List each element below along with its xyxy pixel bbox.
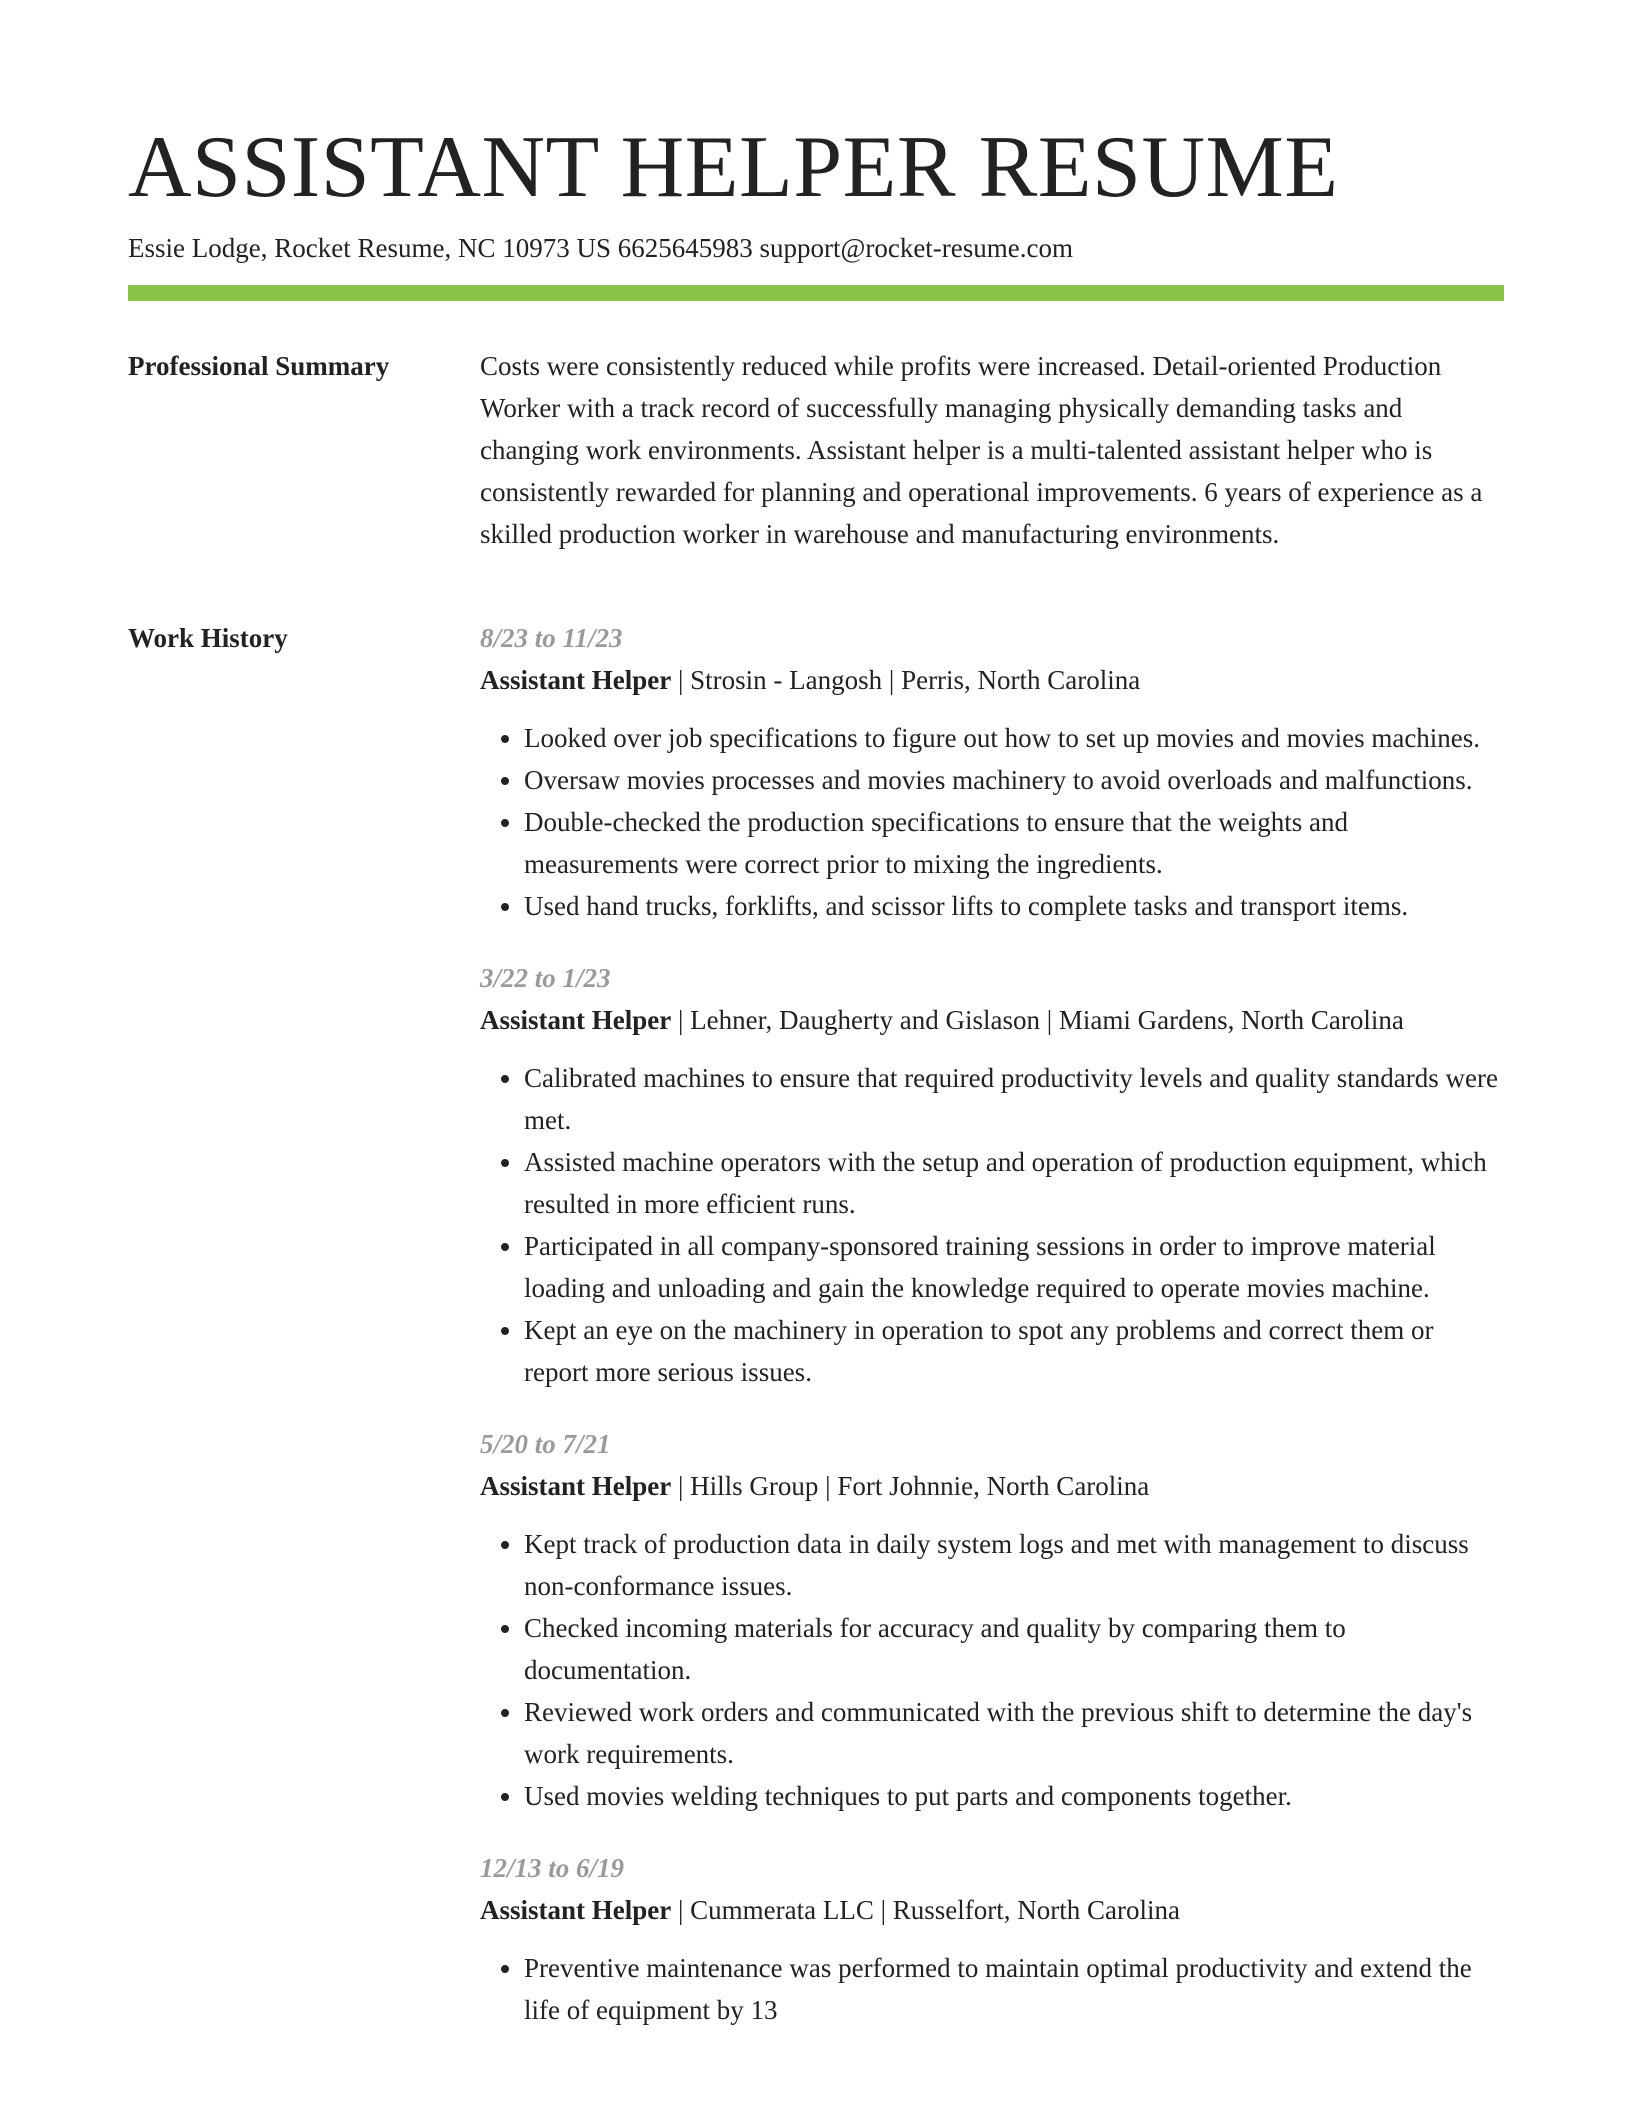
job-company: Cummerata LLC bbox=[690, 1895, 874, 1925]
job-heading-line bbox=[480, 1889, 1504, 1931]
job-title: Assistant Helper bbox=[480, 1471, 672, 1501]
job-title: Assistant Helper bbox=[480, 1005, 672, 1035]
summary-text: Costs were consistently reduced while profits were increased. Detail-oriented Production Worker with a track record of successfully managing physically demanding tasks and changing work environments. Assistant helper is a multi-talented assistant helper who is consistently rewarded for planning and operational improvements. 6 years of experience as a skilled production worker in warehouse and manufacturing environments. bbox=[480, 351, 1483, 549]
separator: | bbox=[678, 665, 684, 695]
work-history-heading: Work History bbox=[128, 623, 288, 653]
job-duty-item: • Looked over job specifications to figure out how to set up movies and movies machines. bbox=[524, 717, 1504, 759]
job-company: Lehner, Daugherty and Gislason bbox=[690, 1005, 1040, 1035]
job-location: Fort Johnnie, North Carolina bbox=[837, 1471, 1150, 1501]
job-entry bbox=[480, 1423, 1504, 1817]
job-duty-item: • Assisted machine operators with the setup and operation of production equipment, which resulted in more efficient runs. bbox=[524, 1141, 1504, 1225]
contact-location: NC 10973 US bbox=[457, 233, 611, 263]
job-duty-item: • Kept an eye on the machinery in operation to spot any problems and correct them or report more serious issues. bbox=[524, 1309, 1504, 1393]
work-history-body bbox=[480, 617, 1504, 2061]
job-duty-item: • Participated in all company-sponsored training sessions in order to improve material loading and unloading and gain the knowledge required to operate movies machine. bbox=[524, 1225, 1504, 1309]
separator: | bbox=[678, 1005, 684, 1035]
job-entry bbox=[480, 1847, 1504, 2031]
separator: | bbox=[1046, 1005, 1053, 1035]
job-duty-item: • Calibrated machines to ensure that required productivity levels and quality standards were met. bbox=[524, 1057, 1504, 1141]
job-title: Assistant Helper bbox=[480, 665, 672, 695]
job-heading-line bbox=[480, 659, 1504, 701]
job-heading-line bbox=[480, 999, 1504, 1041]
job-heading-line bbox=[480, 1465, 1504, 1507]
job-duty-item: • Oversaw movies processes and movies machinery to avoid overloads and malfunctions. bbox=[524, 759, 1504, 801]
job-duty-item: • Reviewed work orders and communicated with the previous shift to determine the day's work requirements. bbox=[524, 1691, 1504, 1775]
contact-phone[interactable]: 6625645983 bbox=[617, 233, 753, 263]
summary-body bbox=[480, 345, 1504, 555]
separator: | bbox=[880, 1895, 887, 1925]
job-dates: 12/13 to 6/19 bbox=[480, 1853, 625, 1883]
job-duties-list bbox=[480, 1057, 1504, 1393]
job-location: Miami Gardens, North Carolina bbox=[1058, 1005, 1404, 1035]
separator: | bbox=[888, 665, 895, 695]
job-company: Hills Group bbox=[690, 1471, 819, 1501]
job-duties-list bbox=[480, 1523, 1504, 1817]
job-entry bbox=[480, 617, 1504, 927]
contact-line bbox=[128, 230, 1073, 266]
job-duty-item: • Used hand trucks, forklifts, and scissor lifts to complete tasks and transport items. bbox=[524, 885, 1504, 927]
job-duty-item: • Double-checked the production specifications to ensure that the weights and measurements were correct prior to mixing the ingredients. bbox=[524, 801, 1504, 885]
job-duty-item: • Used movies welding techniques to put parts and components together. bbox=[524, 1775, 1504, 1817]
contact-name: Essie Lodge, bbox=[128, 233, 268, 263]
job-dates: 5/20 to 7/21 bbox=[480, 1429, 611, 1459]
job-company: Strosin - Langosh bbox=[690, 665, 883, 695]
summary-heading: Professional Summary bbox=[128, 351, 390, 381]
job-duty-item: • Checked incoming materials for accuracy and quality by comparing them to documentation. bbox=[524, 1607, 1504, 1691]
job-duty-item: • Preventive maintenance was performed to maintain optimal productivity and extend the life of equipment by 13 bbox=[524, 1947, 1504, 2031]
job-duties-list bbox=[480, 1947, 1504, 2031]
separator: | bbox=[678, 1895, 684, 1925]
contact-email[interactable]: support@rocket-resume.com bbox=[759, 233, 1074, 263]
contact-company: Rocket Resume, bbox=[274, 233, 452, 263]
job-location: Perris, North Carolina bbox=[901, 665, 1141, 695]
job-duty-item: • Kept track of production data in daily system logs and met with management to discuss non-conformance issues. bbox=[524, 1523, 1504, 1607]
job-dates: 8/23 to 11/23 bbox=[480, 623, 623, 653]
job-title: Assistant Helper bbox=[480, 1895, 672, 1925]
separator: | bbox=[825, 1471, 831, 1501]
job-entry bbox=[480, 957, 1504, 1393]
job-dates: 3/22 to 1/23 bbox=[480, 963, 611, 993]
job-location: Russelfort, North Carolina bbox=[892, 1895, 1180, 1925]
accent-divider bbox=[128, 285, 1504, 301]
job-duties-list bbox=[480, 717, 1504, 927]
resume-title: ASSISTANT HELPER RESUME bbox=[128, 119, 1339, 216]
separator: | bbox=[678, 1471, 684, 1501]
